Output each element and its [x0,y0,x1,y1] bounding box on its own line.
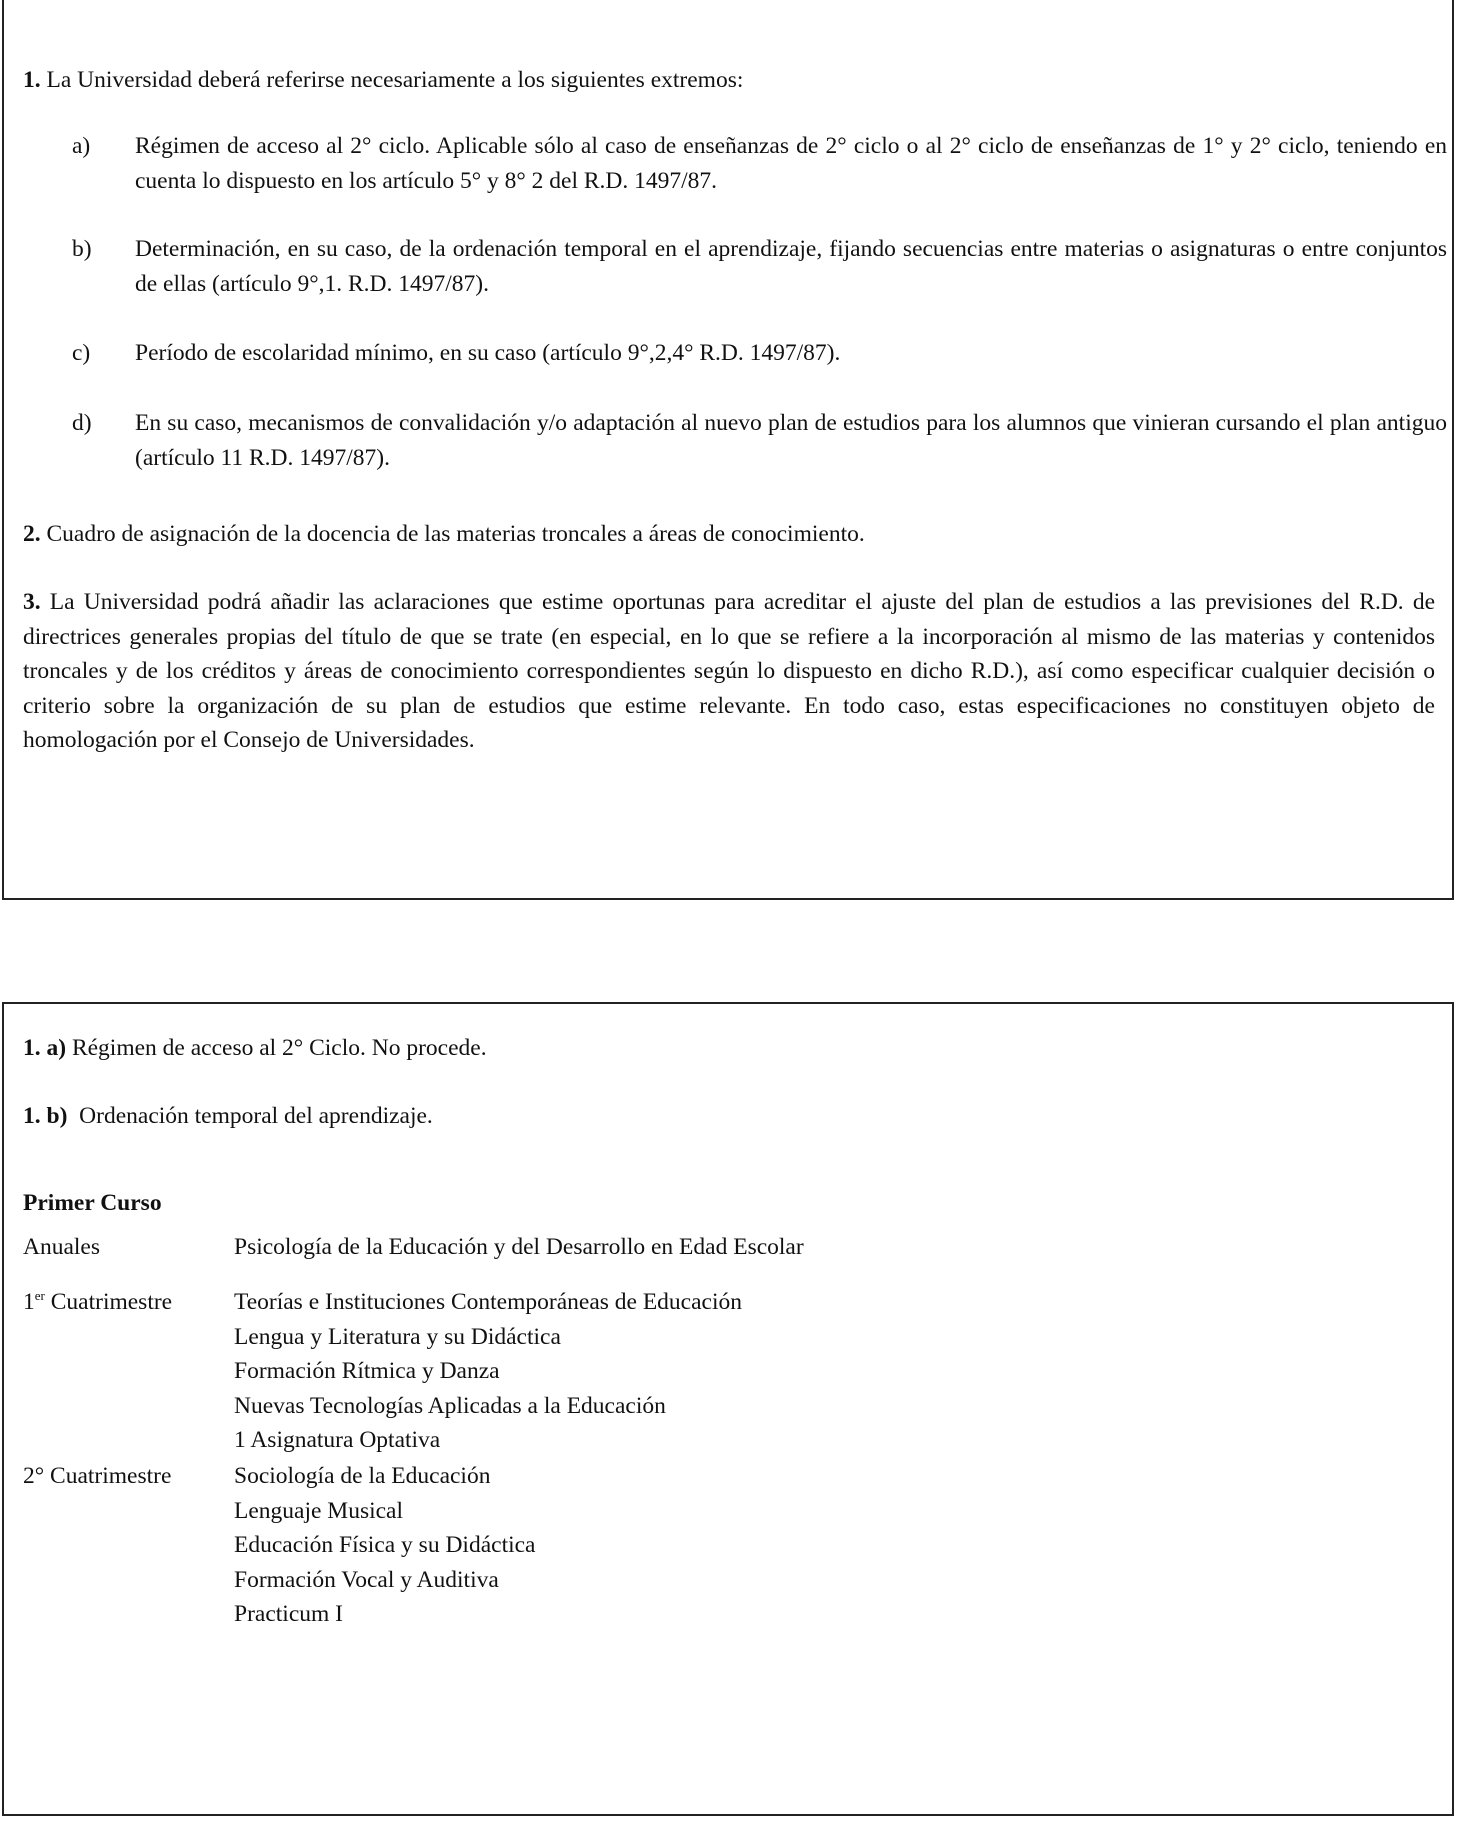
anuales-subjects [234,1230,804,1265]
instruction-item-d: d) En su caso, mecanismos de convalidación y/o adaptación al nuevo plan de estudios para los alumnos que vinieran cursando el plan antiguo (artículo 11 R.D. 1497/87). [72,410,1447,471]
subject-item: Teorías e Instituciones Contemporáneas de Educación [234,1289,743,1315]
ordenacion-line: 1. b) Ordenación temporal del aprendizaje. [23,1103,433,1129]
subject-item: Lenguaje Musical [234,1497,404,1524]
instruction-item-a: a) Régimen de acceso al 2° ciclo. Aplicable sólo al caso de enseñanzas de 2° ciclo o al 2° ciclo de enseñanzas de 1° y 2° ciclo, teniendo en cuenta lo dispuesto en los artículo 5° y 8° 2 del R.D. 1497/87. [72,133,1447,194]
cuatrimestre-1-label: 1er Cuatrimestre [23,1288,173,1315]
cuatrimestre-1-subjects [234,1285,742,1458]
plan-box [2,1002,1454,1816]
instruction-item-c: c) Período de escolaridad mínimo, en su caso (artículo 9°,2,4° R.D. 1497/87). [72,340,841,366]
anuales-label: Anuales [23,1234,101,1260]
instruction-2: 2. Cuadro de asignación de la docencia de las materias troncales a áreas de conocimiento. [23,521,865,547]
subject-item: Nuevas Tecnologías Aplicadas a la Educación [234,1392,666,1419]
instruction-item-b: b) Determinación, en su caso, de la ordenación temporal en el aprendizaje, fijando secuencias entre materias o asignaturas o entre conjuntos de ellas (artículo 9°,1. R.D. 1497/87). [72,236,1447,297]
subject-item: 1 Asignatura Optativa [234,1427,441,1453]
cuatrimestre-2-label: 2° Cuatrimestre [23,1463,172,1489]
course-heading: Primer Curso [23,1190,162,1216]
subject-item: Formación Vocal y Auditiva [234,1566,499,1593]
subject-item: Educación Física y su Didáctica [234,1532,536,1558]
instructions-box [2,0,1454,900]
cuatrimestre-2-subjects [234,1459,535,1632]
instruction-3: 3. La Universidad podrá añadir las aclaraciones que estime oportunas para acreditar el ajuste del plan de estudios a las previsiones del R.D. de directrices generales propias del título de que se trate (en especial, en lo que se refiere a la incorporación al mismo de las materias y contenidos troncales y de los créditos y áreas de conocimiento correspondientes según lo dispuesto en dicho R.D.), así como especificar cualquier decisión o criterio sobre la organización de su plan de estudios que estime relevante. En todo caso, estas especificaciones no constituyen objeto de homologación por el Consejo de Universidades. [23,589,1436,753]
subject-item: Lengua y Literatura y su Didáctica [234,1323,561,1350]
subject-item: Sociología de la Educación [234,1463,491,1489]
instruction-1: 1. La Universidad deberá referirse necesariamente a los siguientes extremos: [23,67,744,93]
subject-item: Psicología de la Educación y del Desarrollo en Edad Escolar [234,1234,804,1260]
subject-item: Formación Rítmica y Danza [234,1358,500,1384]
subject-item: Practicum I [234,1601,343,1627]
acceso-line: 1. a) Régimen de acceso al 2° Ciclo. No procede. [23,1035,487,1061]
